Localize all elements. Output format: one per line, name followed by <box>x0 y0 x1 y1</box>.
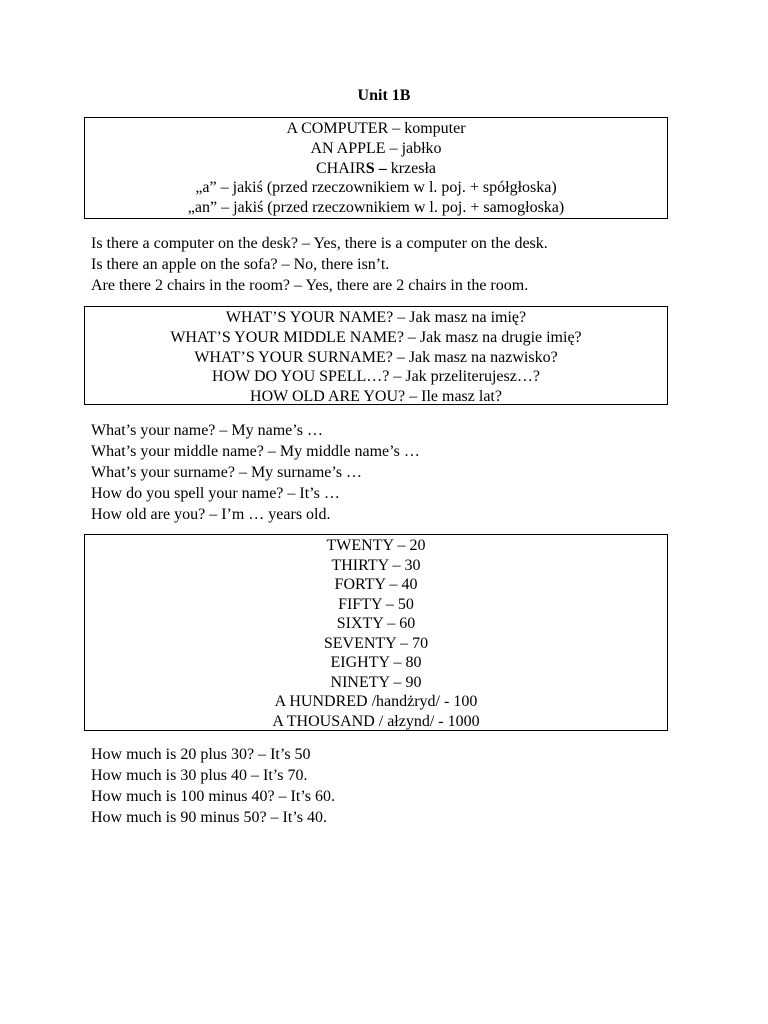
sentence-line: How much is 100 minus 40? – It’s 60. <box>91 788 335 805</box>
chairs-word: CHAIR <box>316 159 366 177</box>
page-title: Unit 1B <box>357 87 411 104</box>
chairs-plural-suffix: S <box>365 159 375 177</box>
number-line: A HUNDRED /handżryd/ - 100 <box>274 693 478 710</box>
vocab-line: AN APPLE – jabłko <box>310 139 442 157</box>
number-line: A THOUSAND / ałzynd/ - 1000 <box>272 712 480 730</box>
sentence-line: How much is 30 plus 40 – It’s 70. <box>91 767 308 784</box>
sentence-line: How old are you? – I’m … years old. <box>91 506 331 523</box>
number-line: TWENTY – 20 <box>326 537 426 554</box>
sentence-line: Are there 2 chairs in the room? – Yes, there are 2 chairs in the room. <box>91 277 529 294</box>
example-sentences-there-is <box>91 233 691 296</box>
vocab-line: HOW DO YOU SPELL…? – Jak przeliterujesz…? <box>212 368 540 386</box>
number-line: THIRTY – 30 <box>331 556 421 574</box>
sentence-line: How do you spell your name? – It’s … <box>91 485 340 502</box>
chairs-translation: krzesła <box>390 159 436 177</box>
sentence-line: Is there a computer on the desk? – Yes, there is a computer on the desk. <box>91 235 548 252</box>
number-line: NINETY – 90 <box>330 673 422 691</box>
vocab-line: A COMPUTER – komputer <box>286 120 466 137</box>
vocabulary-box-questions <box>84 306 668 405</box>
sentence-line: Is there an apple on the sofa? – No, there isn’t. <box>91 256 390 273</box>
sentence-line: What’s your surname? – My surname’s … <box>91 464 363 481</box>
example-sentences-math <box>91 744 691 828</box>
sentence-line: How much is 20 plus 30? – It’s 50 <box>91 746 311 763</box>
sentence-line: How much is 90 minus 50? – It’s 40. <box>91 809 327 826</box>
vocab-line: WHAT’S YOUR MIDDLE NAME? – Jak masz na drugie imię? <box>170 328 582 346</box>
number-line: FIFTY – 50 <box>338 595 414 613</box>
vocab-line: WHAT’S YOUR SURNAME? – Jak masz na nazwisko? <box>194 348 558 366</box>
vocab-line: „a” – jakiś (przed rzeczownikiem w l. poj. + spółgłoska) <box>195 179 557 197</box>
vocabulary-box-articles <box>84 117 668 219</box>
number-line: FORTY – 40 <box>334 576 418 593</box>
vocab-line: HOW OLD ARE YOU? – Ile masz lat? <box>250 388 502 406</box>
number-line: EIGHTY – 80 <box>330 654 422 671</box>
vocabulary-box-numbers <box>84 534 668 731</box>
vocab-line: WHAT’S YOUR NAME? – Jak masz na imię? <box>225 309 527 326</box>
number-line: SIXTY – 60 <box>336 615 416 632</box>
sentence-line: What’s your name? – My name’s … <box>91 422 323 439</box>
chairs-dash: – <box>374 159 387 177</box>
example-sentences-personal <box>91 420 691 525</box>
sentence-line: What’s your middle name? – My middle name’s … <box>91 443 420 460</box>
number-line: SEVENTY – 70 <box>323 634 429 652</box>
vocab-line: „an” – jakiś (przed rzeczownikiem w l. poj. + samogłoska) <box>187 199 565 217</box>
vocab-line-chairs <box>85 159 667 179</box>
